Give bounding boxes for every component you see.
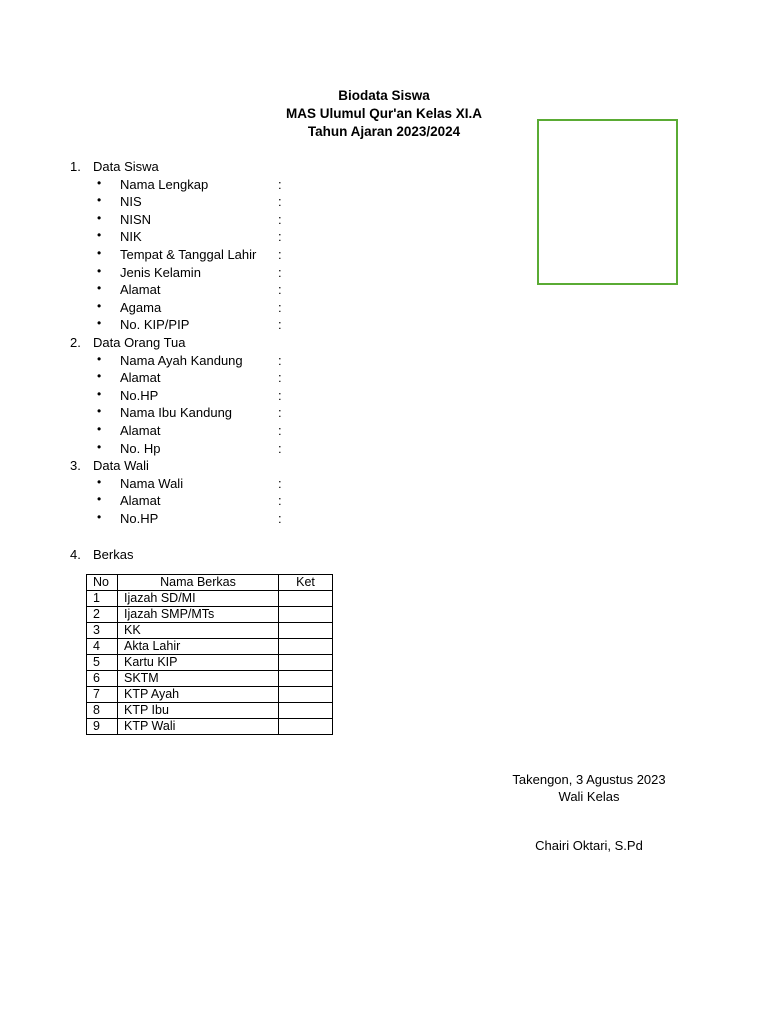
section-title: Berkas [93,547,134,562]
cell-no: 8 [87,703,118,719]
field-colon: : [278,211,282,227]
cell-no: 6 [87,671,118,687]
cell-ket [279,719,333,735]
cell-ket [279,687,333,703]
cell-nama-berkas: KTP Ibu [118,703,279,719]
cell-nama-berkas: Akta Lahir [118,639,279,655]
section-number: 1. [70,159,81,174]
bullet-icon: • [97,404,102,419]
table-row [87,671,333,687]
bullet-icon: • [97,510,102,524]
cell-nama-berkas: Ijazah SMP/MTs [118,607,279,623]
cell-no: 3 [87,623,118,639]
field-colon: : [278,299,282,315]
field-label: Nama Wali [120,475,184,491]
cell-no: 1 [87,591,118,607]
header-no: No [87,575,118,591]
sign-role: Wali Kelas [558,789,620,804]
field-label: NIK [120,229,142,245]
photo-placeholder-box [537,119,678,285]
bullet-icon: • [97,228,102,243]
section-number: 2. [70,335,81,350]
table-row [87,719,333,735]
bullet-icon: • [97,281,102,296]
section-heading [70,158,159,176]
cell-ket [279,591,333,607]
section-heading [70,334,186,352]
doc-year: Tahun Ajaran 2023/2024 [307,124,461,139]
section-heading [70,457,149,475]
cell-ket [279,623,333,639]
field-colon: : [278,229,282,245]
bullet-icon: • [97,210,102,225]
section-heading [70,546,133,564]
header-nama-berkas: Nama Berkas [118,575,279,591]
table-row [87,687,333,703]
bullet-icon: • [97,439,102,454]
field-label: Alamat [120,282,161,298]
field-label: Nama Lengkap [120,176,209,192]
section-title: Data Wali [93,458,149,474]
berkas-table [86,574,333,735]
field-label: NISN [120,211,152,227]
bullet-icon: • [97,263,102,278]
field-label: Agama [120,299,162,315]
field-colon: : [278,423,282,438]
cell-no: 9 [87,719,118,735]
doc-title: Biodata Siswa [338,88,430,103]
cell-ket [279,639,333,655]
cell-ket [279,607,333,623]
field-colon: : [278,317,282,333]
field-label: NIS [120,194,142,210]
field-label: Nama Ibu Kandung [120,405,233,421]
cell-ket [279,703,333,719]
field-colon: : [278,493,282,509]
bullet-icon: • [97,193,102,208]
field-colon: : [278,247,282,262]
field-colon: : [278,475,282,491]
cell-no: 7 [87,687,118,703]
table-row [87,591,333,607]
field-label: Jenis Kelamin [120,264,201,280]
cell-nama-berkas: KTP Ayah [118,687,279,703]
field-colon: : [278,511,282,526]
field-colon: : [278,352,282,368]
bullet-icon: • [97,474,102,489]
bullet-icon: • [97,316,102,331]
field-label: Alamat [120,370,161,386]
cell-ket [279,655,333,671]
field-label: No.HP [120,511,159,526]
sign-place-date: Takengon, 3 Agustus 2023 [512,772,666,787]
bullet-icon: • [97,386,102,401]
bullet-icon: • [97,351,102,366]
table-row [87,607,333,623]
cell-nama-berkas: Ijazah SD/MI [118,591,279,607]
table-row [87,703,333,719]
bullet-icon: • [97,246,102,260]
bullet-icon: • [97,175,102,190]
table-row [87,623,333,639]
cell-nama-berkas: KTP Wali [118,719,279,735]
field-colon: : [278,176,282,192]
sign-name: Chairi Oktari, S.Pd [535,838,643,853]
field-label: Alamat [120,493,161,509]
field-colon: : [278,370,282,386]
section-title: Data Orang Tua [93,335,186,350]
field-colon: : [278,405,282,421]
field-label: No. Hp [120,440,161,456]
section-number: 3. [70,458,81,474]
bullet-icon: • [97,298,102,313]
field-label: No. KIP/PIP [120,317,190,333]
field-colon: : [278,440,282,456]
cell-nama-berkas: Kartu KIP [118,655,279,671]
section-title: Data Siswa [93,159,159,174]
cell-nama-berkas: SKTM [118,671,279,687]
cell-no: 2 [87,607,118,623]
header-ket: Ket [279,575,333,591]
field-colon: : [278,387,282,403]
cell-ket [279,671,333,687]
field-colon: : [278,264,282,280]
field-colon: : [278,194,282,210]
bullet-icon: • [97,369,102,384]
cell-no: 4 [87,639,118,655]
bullet-icon: • [97,492,102,507]
table-row [87,655,333,671]
bullet-icon: • [97,422,102,436]
field-label: Nama Ayah Kandung [120,352,243,368]
table-row [87,639,333,655]
section-number: 4. [70,547,81,562]
berkas-table-header [87,575,333,591]
field-label: Alamat [120,423,161,438]
cell-nama-berkas: KK [118,623,279,639]
cell-no: 5 [87,655,118,671]
field-label: Tempat & Tanggal Lahir [120,247,257,262]
field-colon: : [278,282,282,298]
field-label: No.HP [120,387,159,403]
doc-school: MAS Ulumul Qur'an Kelas XI.A [286,106,482,121]
